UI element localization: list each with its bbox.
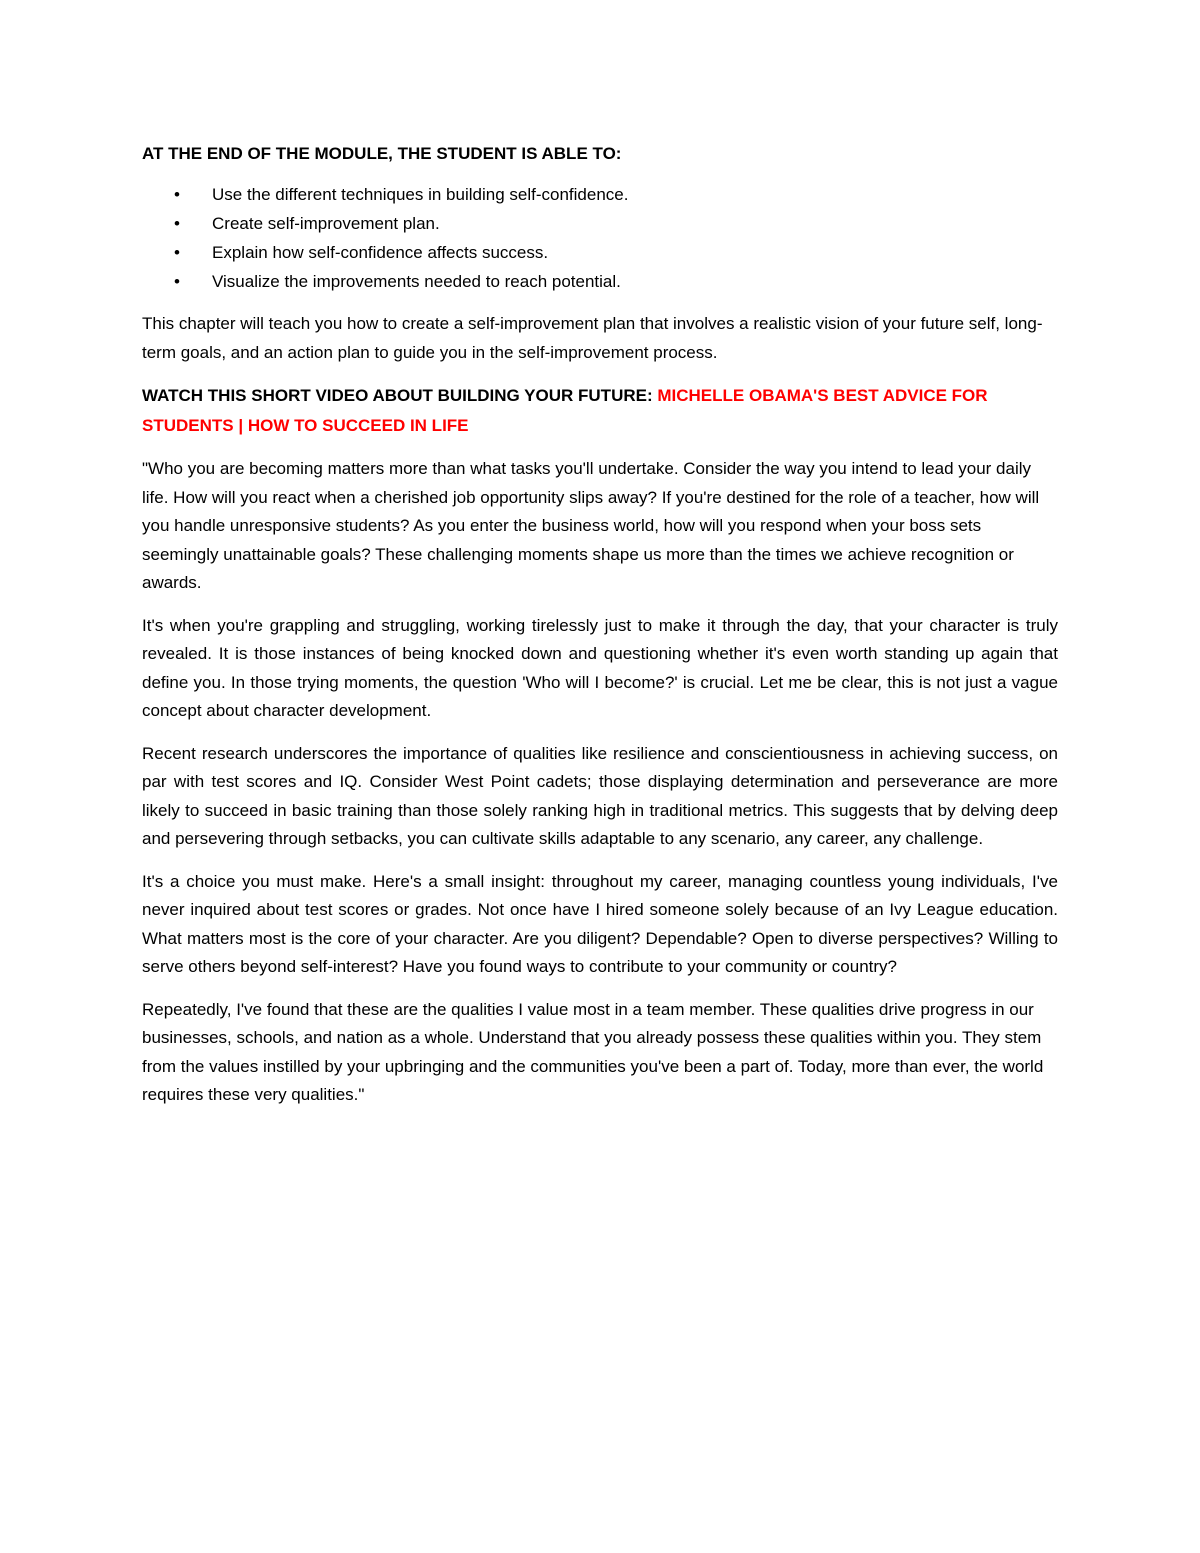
objective-text: Create self-improvement plan. [212, 214, 440, 233]
document-page [142, 140, 1058, 1124]
quote-paragraph: It's when you're grappling and struggling, working tirelessly just to make it through the day, that your character is truly revealed. It is those instances of being knocked down and questioning whether it's even worth standing up again that define you. In those trying moments, the question 'Who will I become?' is crucial. Let me be clear, this is not just a vague concept about character development. [142, 615, 1058, 720]
quote-paragraph: Recent research underscores the importance of qualities like resilience and conscientiousness in achieving success, on par with test scores and IQ. Consider West Point cadets; those displaying determination and perseverance are more likely to succeed in basic training than those solely ranking high in traditional metrics. This suggests that by delving deep and persevering through setbacks, you can cultivate skills adaptable to any scenario, any career, any challenge. [142, 743, 1058, 848]
list-item [142, 209, 1058, 238]
bullet-icon: • [174, 272, 180, 291]
list-item [142, 238, 1058, 267]
objectives-list [142, 180, 1058, 296]
objective-text: Explain how self-confidence affects success. [212, 243, 549, 262]
module-objectives-heading: AT THE END OF THE MODULE, THE STUDENT IS ABLE TO: [142, 144, 622, 163]
bullet-icon: • [174, 185, 180, 204]
objective-text: Visualize the improvements needed to reach potential. [212, 272, 621, 291]
list-item [142, 267, 1058, 296]
objective-text: Use the different techniques in building self-confidence. [212, 185, 629, 204]
bullet-icon: • [174, 243, 180, 262]
quote-paragraph: "Who you are becoming matters more than what tasks you'll undertake. Consider the way you intend to lead your daily life. How will you react when a cherished job opportunity slips away? If you're destined for the role of a teacher, how will you handle unresponsive students? As you enter the business world, how will you respond when your boss sets seemingly unattainable goals? These challenging moments shape us more than the times we achieve recognition or awards. [142, 459, 1040, 592]
list-item [142, 180, 1058, 209]
quote-paragraph: It's a choice you must make. Here's a small insight: throughout my career, managing countless young individuals, I've never inquired about test scores or grades. Not once have I hired someone solely because of an Ivy League education. What matters most is the core of your character. Are you diligent? Dependable? Open to diverse perspectives? Willing to serve others beyond self-interest? Have you found ways to contribute to your community or country? [142, 871, 1058, 976]
bullet-icon: • [174, 214, 180, 233]
quote-paragraph: Repeatedly, I've found that these are the qualities I value most in a team member. These qualities drive progress in our businesses, schools, and nation as a whole. Understand that you already possess these qualities within you. They stem from the values instilled by your upbringing and the communities you've been a part of. Today, more than ever, the world requires these very qualities." [142, 999, 1044, 1104]
video-label: WATCH THIS SHORT VIDEO ABOUT BUILDING YOUR FUTURE: [142, 386, 658, 405]
video-prompt [142, 381, 1058, 441]
intro-paragraph: This chapter will teach you how to create a self-improvement plan that involves a realistic vision of your future self, long-term goals, and an action plan to guide you in the self-improvement process. [142, 314, 1043, 362]
video-link[interactable]: MICHELLE OBAMA'S BEST ADVICE FOR STUDENTS | HOW TO SUCCEED IN LIFE [142, 386, 988, 435]
